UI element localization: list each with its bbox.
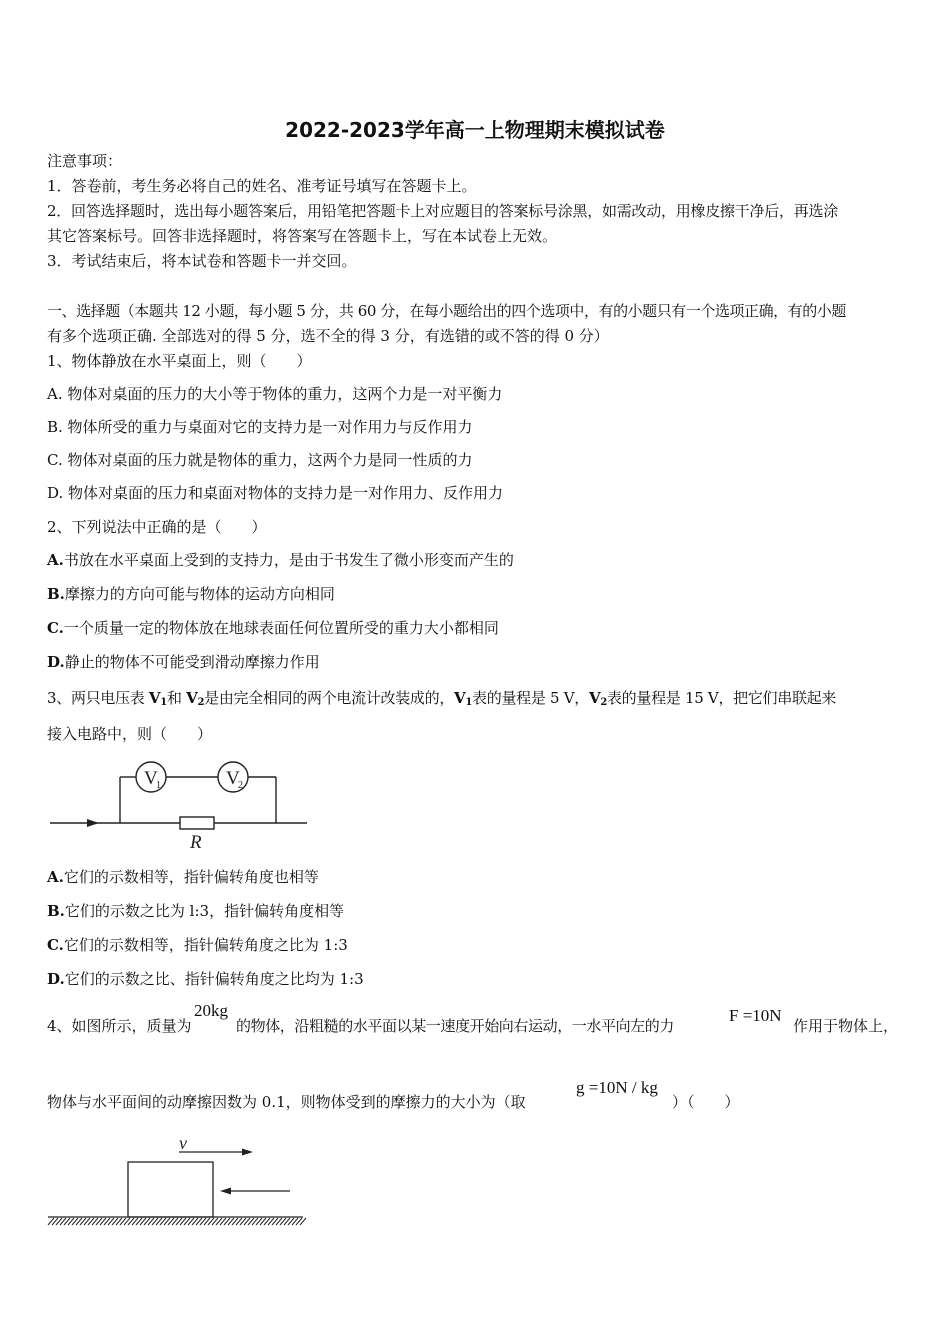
q2-option-a bbox=[47, 550, 514, 570]
meter-2-subscript: 2 bbox=[238, 780, 243, 791]
q3-option-c bbox=[47, 935, 348, 955]
q2-option-d bbox=[47, 652, 320, 672]
option-letter: B. bbox=[47, 902, 65, 920]
meter-2-label: V bbox=[226, 768, 240, 789]
stem-symbol: V bbox=[186, 689, 198, 707]
q1-option-d: D. 物体对桌面的压力和桌面对物体的支持力是一对作用力、反作用力 bbox=[47, 484, 504, 502]
stem-subscript: 2 bbox=[600, 697, 607, 708]
block-icon bbox=[128, 1162, 213, 1217]
resistor-label: R bbox=[190, 832, 202, 853]
question-4-stem-part: ）（ ） bbox=[672, 1093, 740, 1111]
mass-formula: 20kg bbox=[194, 1001, 228, 1020]
stem-text: 3、两只电压表 bbox=[47, 689, 149, 707]
velocity-arrowhead-icon bbox=[242, 1149, 253, 1156]
meter-1-subscript: 1 bbox=[156, 780, 161, 791]
stem-text: 和 bbox=[166, 689, 187, 707]
note-item: 1．答卷前，考生务必将自己的姓名、准考证号填写在答题卡上。 bbox=[47, 177, 477, 195]
note-item: 其它答案标号。回答非选择题时，将答案写在答题卡上，写在本试卷上无效。 bbox=[47, 227, 558, 245]
current-arrow-icon bbox=[87, 819, 99, 827]
force-formula: F =10N bbox=[729, 1006, 782, 1025]
q1-option-b: B. 物体所受的重力与桌面对它的支持力是一对作用力与反作用力 bbox=[47, 418, 473, 436]
ground-hatch-icon bbox=[48, 1218, 306, 1225]
question-3-stem bbox=[47, 688, 836, 713]
option-letter: A. bbox=[47, 551, 64, 569]
stem-subscript: 1 bbox=[160, 697, 167, 708]
question-4-stem-part: 4、如图所示，质量为 bbox=[47, 1017, 192, 1035]
stem-symbol: V bbox=[148, 689, 161, 707]
q3-option-a bbox=[47, 867, 319, 887]
stem-symbol: V bbox=[588, 689, 601, 707]
option-text: 它们的示数相等，指针偏转角度之比为 1:3 bbox=[63, 936, 348, 954]
stem-text: 表的量程是 5 V， bbox=[472, 689, 589, 707]
option-letter: C. bbox=[47, 619, 64, 637]
option-text: 它们的示数相等，指针偏转角度也相等 bbox=[63, 868, 319, 886]
note-item: 3．考试结束后，将本试卷和答题卡一并交回。 bbox=[47, 252, 357, 270]
option-text: 它们的示数之比为 l:3，指针偏转角度相等 bbox=[64, 902, 345, 920]
option-letter: D. bbox=[47, 970, 65, 988]
option-letter: D. bbox=[47, 653, 65, 671]
option-letter: C. bbox=[47, 936, 64, 954]
question-4-stem-part: 物体与水平面间的动摩擦因数为 0.1，则物体受到的摩擦力的大小为（取 bbox=[47, 1093, 526, 1111]
note-item: 2．回答选择题时，选出每小题答案后，用铅笔把答题卡上对应题目的答案标号涂黑，如需改动，用橡皮擦干净后，再选涂 bbox=[47, 202, 839, 220]
option-letter: A. bbox=[47, 868, 64, 886]
force-arrowhead-icon bbox=[220, 1188, 231, 1195]
question-1-stem: 1、物体静放在水平桌面上，则（ ） bbox=[47, 352, 312, 370]
gravity-formula: g =10N / kg bbox=[576, 1078, 658, 1097]
velocity-label: v bbox=[179, 1133, 187, 1153]
stem-text: 是由完全相同的两个电流计改装成的， bbox=[204, 689, 455, 707]
block-diagram bbox=[45, 1130, 310, 1230]
stem-subscript: 1 bbox=[465, 697, 473, 708]
notes-heading: 注意事项： bbox=[47, 152, 123, 170]
section-heading: 一、选择题（本题共 12 小题，每小题 5 分，共 60 分，在每小题给出的四个选项中，有的小题只有一个选项正确，有的小题 bbox=[47, 302, 846, 320]
stem-symbol: V bbox=[454, 689, 466, 707]
page-title: 2022-2023学年高一上物理期末模拟试卷 bbox=[285, 118, 665, 142]
section-note: 有多个选项正确. 全部选对的得 5 分，选不全的得 3 分，有选错的或不答的得 0 分） bbox=[47, 327, 609, 345]
option-text: 一个质量一定的物体放在地球表面任何位置所受的重力大小都相同 bbox=[63, 619, 499, 637]
stem-subscript: 2 bbox=[197, 697, 205, 708]
stem-text: 表的量程是 15 V，把它们串联起来 bbox=[606, 689, 837, 707]
q3-option-b bbox=[47, 901, 344, 921]
q1-option-c: C. 物体对桌面的压力就是物体的重力，这两个力是同一性质的力 bbox=[47, 451, 473, 469]
q3-option-d bbox=[47, 969, 364, 989]
option-letter: B. bbox=[47, 585, 65, 603]
question-4-stem-part: 的物体，沿粗糙的水平面以某一速度开始向右运动，一水平向左的力 bbox=[236, 1017, 675, 1035]
option-text: 它们的示数之比、指针偏转角度之比均为 1:3 bbox=[64, 970, 364, 988]
q1-option-a: A. 物体对桌面的压力的大小等于物体的重力，这两个力是一对平衡力 bbox=[47, 385, 503, 403]
question-2-stem: 2、下列说法中正确的是（ ） bbox=[47, 518, 267, 536]
q2-option-b bbox=[47, 584, 335, 604]
question-3-stem-line2: 接入电路中，则（ ） bbox=[47, 725, 213, 743]
circuit-diagram bbox=[45, 755, 315, 855]
option-text: 摩擦力的方向可能与物体的运动方向相同 bbox=[64, 585, 335, 603]
question-4-stem-part: 作用于物体上， bbox=[793, 1017, 899, 1035]
q2-option-c bbox=[47, 618, 499, 638]
resistor-icon bbox=[180, 817, 214, 829]
option-text: 静止的物体不可能受到滑动摩擦力作用 bbox=[64, 653, 320, 671]
meter-1-label: V bbox=[144, 768, 158, 789]
option-text: 书放在水平桌面上受到的支持力，是由于书发生了微小形变而产生的 bbox=[63, 551, 514, 569]
